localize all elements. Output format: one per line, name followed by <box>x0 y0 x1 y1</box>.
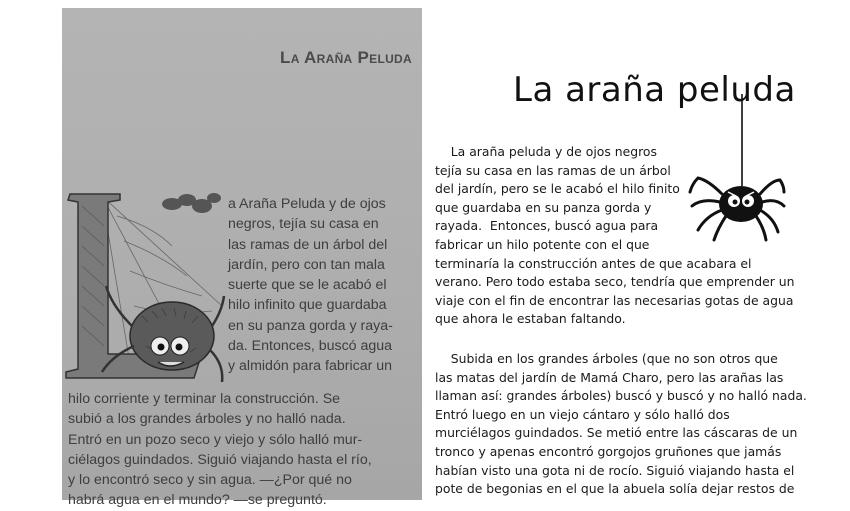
text-line: jardín, pero con tan mala <box>228 256 385 273</box>
paragraph-2 <box>435 350 807 499</box>
text-line: a Araña Peluda y de ojos <box>228 196 386 212</box>
text-line: y lo encontró seco y sin agua. —¿Por qué no <box>68 472 352 489</box>
text-line: habrá agua en el mundo? —se preguntó. <box>68 492 327 509</box>
text-line: ciélagos guindados. Siguió viajando hasta el río, <box>68 451 372 468</box>
text-line: verano. Pero todo estaba seco, tendría que emprender un <box>435 274 795 290</box>
text-line: llaman así: grandes árboles) buscó y buscó y no halló nada. <box>435 388 807 404</box>
text-line: murciélagos guindados. Se metió entre las cáscaras de un <box>435 425 798 441</box>
text-line: fabricar un hilo potente con el que <box>435 236 650 252</box>
scanned-book-page <box>62 8 422 509</box>
scanned-page-title: La Araña Peluda <box>280 48 412 67</box>
text-line: hilo infinito que guardaba <box>228 297 387 314</box>
text-line: tejía su casa en las ramas de un árbol <box>435 162 671 178</box>
drop-cap-spider-illustration <box>62 186 227 386</box>
text-line: hilo corriente y terminar la construcción. Se <box>68 391 341 407</box>
text-line: que guardaba en su panza gorda y <box>435 199 652 215</box>
text-line: pote de begonias en el que la abuela solía dejar restos de <box>435 481 795 497</box>
text-line: que ahora le estaban faltando. <box>435 311 626 327</box>
scanned-text-column-wide <box>68 389 412 511</box>
text-line: y almidón para fabricar un <box>228 358 393 375</box>
text-line: rayada. Entonces, buscó agua para <box>435 218 659 234</box>
text-line: en su panza gorda y raya- <box>228 317 393 334</box>
text-line: Entró luego en un viejo cántaro y sólo halló dos <box>435 406 730 422</box>
text-line: Entró en un pozo seco y viejo y sólo halló mur- <box>68 431 363 448</box>
paragraph-1 <box>435 143 795 329</box>
text-line: tronco y apenas encontró gorgojos gruñones que jamás <box>435 443 782 459</box>
text-line: habían visto una gota ni de rocío. Siguió viajando hasta el <box>435 462 795 478</box>
text-line: subió a los grandes árboles y no halló nada. <box>68 411 346 428</box>
text-line: La araña peluda y de ojos negros <box>435 144 657 159</box>
text-line: Subida en los grandes árboles (que no son otros que <box>435 351 778 366</box>
scanned-text-column-narrow <box>228 194 412 377</box>
text-line: da. Entonces, buscó agua <box>228 338 393 355</box>
text-line: terminaría la construcción antes de que acabara el <box>435 255 752 271</box>
text-line: del jardín, pero se le acabó el hilo finito <box>435 181 680 197</box>
page-title: La araña peluda <box>513 70 796 110</box>
text-line: las matas del jardín de Mamá Charo, pero las arañas las <box>435 369 784 385</box>
text-line: viaje con el fin de encontrar las necesarias gotas de agua <box>435 292 794 308</box>
text-line: suerte que se le acabó el <box>228 277 387 294</box>
text-line: negros, tejía su casa en <box>228 216 379 233</box>
text-line: las ramas de un árbol del <box>228 236 388 253</box>
